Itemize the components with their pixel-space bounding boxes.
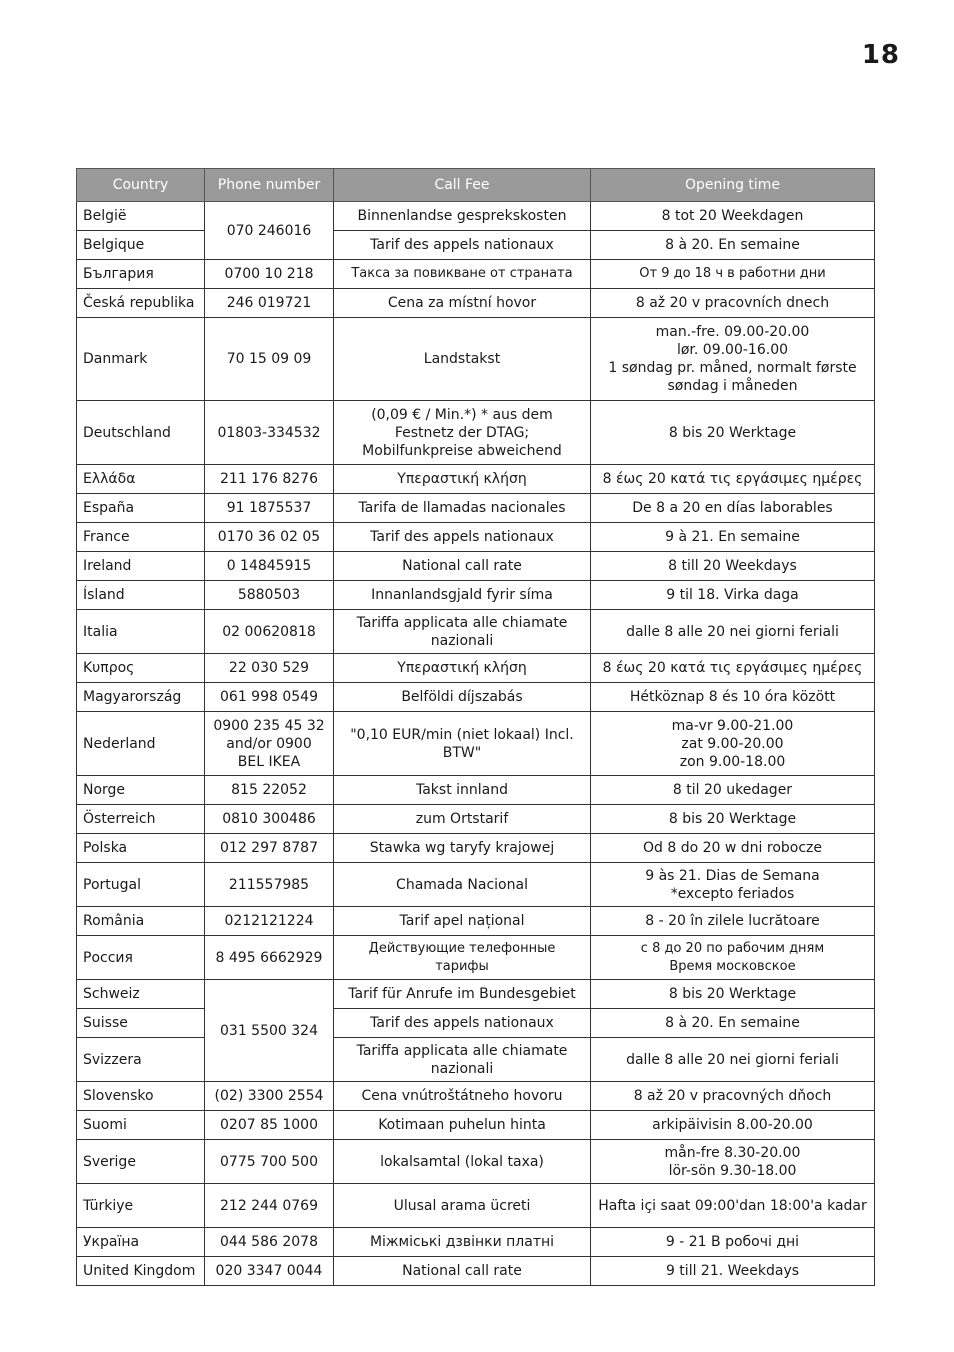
- table-row: [77, 465, 875, 494]
- country-cell: Italia: [77, 610, 205, 654]
- opening-time-line: 8 έως 20 κατά τις εργάσιμες ημέρες: [602, 471, 863, 487]
- table-row: [77, 581, 875, 610]
- opening-time-line: 9 - 21 В робочі дні: [665, 1234, 800, 1250]
- phone-cell: 22 030 529: [205, 654, 334, 683]
- table-body: [77, 202, 875, 1286]
- opening-time-cell: [591, 907, 875, 936]
- table-header-row: [77, 169, 875, 202]
- opening-time-line: mån-fre 8.30-20.00: [664, 1144, 801, 1161]
- call-fee-cell: Tarif des appels nationaux: [334, 231, 591, 260]
- opening-time-line: ma-vr 9.00-21.00: [671, 717, 794, 734]
- call-fee-cell: zum Ortstarif: [334, 805, 591, 834]
- opening-time-cell: [591, 1228, 875, 1257]
- opening-time-line: zon 9.00-18.00: [679, 753, 786, 770]
- opening-time-line: 8 till 20 Weekdays: [668, 558, 797, 574]
- country-cell: België: [77, 202, 205, 231]
- phone-cell: 212 244 0769: [205, 1184, 334, 1228]
- table-row: [77, 1184, 875, 1228]
- call-fee-cell: National call rate: [334, 552, 591, 581]
- phone-cell: 020 3347 0044: [205, 1257, 334, 1286]
- opening-time-line: 8 bis 20 Werktage: [668, 986, 797, 1002]
- opening-time-line: arkipäivisin 8.00-20.00: [652, 1117, 813, 1133]
- opening-time-line: 8 bis 20 Werktage: [668, 424, 797, 441]
- opening-time-line: Время московское: [669, 958, 796, 974]
- phone-cell: 02 00620818: [205, 610, 334, 654]
- opening-time-line: zat 9.00-20.00: [681, 735, 784, 752]
- opening-time-cell: [591, 980, 875, 1009]
- call-fee-cell: Stawka wg taryfy krajowej: [334, 834, 591, 863]
- country-cell: Belgique: [77, 231, 205, 260]
- opening-time-cell: [591, 610, 875, 654]
- opening-time-cell: [591, 581, 875, 610]
- table-row: [77, 1257, 875, 1286]
- phone-cell: (02) 3300 2554: [205, 1082, 334, 1111]
- phone-cell: 70 15 09 09: [205, 318, 334, 401]
- opening-time-line: 1 søndag pr. måned, normalt første: [608, 360, 857, 376]
- country-cell: Schweiz: [77, 980, 205, 1009]
- opening-time-line: 8 bis 20 Werktage: [668, 811, 797, 827]
- country-cell: Suisse: [77, 1009, 205, 1038]
- opening-time-line: *excepto feriados: [670, 885, 795, 902]
- country-cell: United Kingdom: [77, 1257, 205, 1286]
- opening-time-line: 9 à 21. En semaine: [665, 529, 800, 545]
- call-fee-cell: Tariffa applicata alle chiamate nazionali: [334, 610, 591, 654]
- opening-time-cell: [591, 834, 875, 863]
- country-cell: Κυπρος: [77, 654, 205, 683]
- table-row: [77, 494, 875, 523]
- phone-cell: 0207 85 1000: [205, 1111, 334, 1140]
- table-row: [77, 523, 875, 552]
- call-fee-cell: Belföldi díjszabás: [334, 683, 591, 712]
- table-row: [77, 260, 875, 289]
- phone-cell: 8 495 6662929: [205, 936, 334, 980]
- opening-time-line: 9 às 21. Dias de Semana: [645, 867, 820, 884]
- table-row: [77, 401, 875, 465]
- country-cell: Portugal: [77, 863, 205, 907]
- country-cell: Norge: [77, 776, 205, 805]
- country-cell: Україна: [77, 1228, 205, 1257]
- opening-time-line: От 9 до 18 ч в работни дни: [639, 266, 826, 281]
- call-fee-cell: Такса за повикване от страната: [334, 260, 591, 289]
- country-cell: Türkiye: [77, 1184, 205, 1228]
- call-fee-cell: Tarifa de llamadas nacionales: [334, 494, 591, 523]
- call-fee-cell: "0,10 EUR/min (niet lokaal) Incl. BTW": [334, 712, 591, 776]
- phone-cell: 0810 300486: [205, 805, 334, 834]
- call-fee-cell: Takst innland: [334, 776, 591, 805]
- opening-time-line: dalle 8 alle 20 nei giorni feriali: [626, 623, 839, 640]
- table-row: [77, 776, 875, 805]
- phone-cell: 5880503: [205, 581, 334, 610]
- table-row: [77, 1228, 875, 1257]
- opening-time-cell: [591, 552, 875, 581]
- country-cell: España: [77, 494, 205, 523]
- country-cell: Ελλάδα: [77, 465, 205, 494]
- phone-cell: 0212121224: [205, 907, 334, 936]
- country-cell: Polska: [77, 834, 205, 863]
- table-row: [77, 712, 875, 776]
- opening-time-line: 9 til 18. Virka daga: [666, 587, 799, 603]
- opening-time-line: Od 8 do 20 w dni robocze: [642, 840, 822, 856]
- table-row: [77, 834, 875, 863]
- country-cell: Nederland: [77, 712, 205, 776]
- table-row: [77, 683, 875, 712]
- opening-time-line: dalle 8 alle 20 nei giorni feriali: [626, 1051, 839, 1068]
- contact-table: [76, 168, 875, 1286]
- phone-cell: 0170 36 02 05: [205, 523, 334, 552]
- opening-time-line: 8 til 20 ukedager: [672, 782, 793, 798]
- opening-time-cell: [591, 1038, 875, 1082]
- opening-time-cell: [591, 465, 875, 494]
- country-cell: Deutschland: [77, 401, 205, 465]
- opening-time-cell: [591, 231, 875, 260]
- opening-time-cell: [591, 260, 875, 289]
- phone-cell: 0700 10 218: [205, 260, 334, 289]
- table-row: [77, 805, 875, 834]
- table-row: [77, 231, 875, 260]
- opening-time-cell: [591, 863, 875, 907]
- phone-cell: 246 019721: [205, 289, 334, 318]
- phone-cell: 031 5500 324: [205, 980, 334, 1082]
- phone-cell: 0900 235 45 32 and/or 0900 BEL IKEA: [205, 712, 334, 776]
- call-fee-cell: Υπεραστική κλήση: [334, 465, 591, 494]
- call-fee-cell: Chamada Nacional: [334, 863, 591, 907]
- call-fee-cell: Ulusal arama ücreti: [334, 1184, 591, 1228]
- call-fee-cell: National call rate: [334, 1257, 591, 1286]
- phone-cell: 91 1875537: [205, 494, 334, 523]
- opening-time-cell: [591, 712, 875, 776]
- opening-time-cell: [591, 776, 875, 805]
- opening-time-line: lør. 09.00-16.00: [676, 342, 789, 358]
- phone-cell: 211 176 8276: [205, 465, 334, 494]
- country-cell: Česká republika: [77, 289, 205, 318]
- call-fee-cell: Tarif apel național: [334, 907, 591, 936]
- call-fee-cell: Cena za místní hovor: [334, 289, 591, 318]
- table-row: [77, 1082, 875, 1111]
- table-row: [77, 936, 875, 980]
- page-number: 18: [861, 40, 900, 70]
- table-row: [77, 318, 875, 401]
- country-cell: Ísland: [77, 581, 205, 610]
- phone-cell: 012 297 8787: [205, 834, 334, 863]
- phone-cell: 01803-334532: [205, 401, 334, 465]
- call-fee-cell: Binnenlandse gesprekskosten: [334, 202, 591, 231]
- table-row: [77, 552, 875, 581]
- country-cell: България: [77, 260, 205, 289]
- call-fee-cell: Υπεραστική κλήση: [334, 654, 591, 683]
- phone-cell: 0775 700 500: [205, 1140, 334, 1184]
- table-row: [77, 980, 875, 1009]
- call-fee-cell: Действующие телефонные тарифы: [334, 936, 591, 980]
- call-fee-cell: Tarif für Anrufe im Bundesgebiet: [334, 980, 591, 1009]
- table-row: [77, 610, 875, 654]
- call-fee-cell: Міжміські дзвінки платні: [334, 1228, 591, 1257]
- opening-time-line: De 8 a 20 en días laborables: [632, 500, 833, 516]
- opening-time-cell: [591, 202, 875, 231]
- opening-time-line: 8 έως 20 κατά τις εργάσιμες ημέρες: [602, 660, 863, 676]
- opening-time-cell: [591, 318, 875, 401]
- country-cell: Ireland: [77, 552, 205, 581]
- phone-cell: 815 22052: [205, 776, 334, 805]
- table-row: [77, 863, 875, 907]
- opening-time-cell: [591, 1082, 875, 1111]
- opening-time-cell: [591, 523, 875, 552]
- call-fee-cell: Kotimaan puhelun hinta: [334, 1111, 591, 1140]
- country-cell: Österreich: [77, 805, 205, 834]
- table-row: [77, 1111, 875, 1140]
- opening-time-cell: [591, 494, 875, 523]
- opening-time-cell: [591, 1009, 875, 1038]
- country-cell: Suomi: [77, 1111, 205, 1140]
- country-cell: France: [77, 523, 205, 552]
- country-cell: Sverige: [77, 1140, 205, 1184]
- opening-time-cell: [591, 805, 875, 834]
- header-country: Country: [77, 169, 205, 202]
- table-row: [77, 1038, 875, 1082]
- opening-time-line: 8 à 20. En semaine: [665, 1015, 800, 1031]
- table-row: [77, 289, 875, 318]
- country-cell: Россия: [77, 936, 205, 980]
- call-fee-cell: Tarif des appels nationaux: [334, 523, 591, 552]
- country-cell: Slovensko: [77, 1082, 205, 1111]
- country-cell: Danmark: [77, 318, 205, 401]
- phone-cell: 0 14845915: [205, 552, 334, 581]
- table-row: [77, 654, 875, 683]
- table-row: [77, 1009, 875, 1038]
- header-phone-number: Phone number: [205, 169, 334, 202]
- call-fee-cell: lokalsamtal (lokal taxa): [334, 1140, 591, 1184]
- table-row: [77, 1140, 875, 1184]
- opening-time-line: lör-sön 9.30-18.00: [668, 1162, 797, 1179]
- opening-time-cell: [591, 401, 875, 465]
- call-fee-cell: Tarif des appels nationaux: [334, 1009, 591, 1038]
- opening-time-line: Hafta içi saat 09:00'dan 18:00'a kadar: [598, 1197, 867, 1214]
- phone-cell: 211557985: [205, 863, 334, 907]
- opening-time-cell: [591, 289, 875, 318]
- opening-time-cell: [591, 683, 875, 712]
- opening-time-cell: [591, 936, 875, 980]
- opening-time-line: с 8 до 20 по рабочим дням: [640, 940, 825, 956]
- call-fee-cell: Landstakst: [334, 318, 591, 401]
- table-row: [77, 907, 875, 936]
- table-row: [77, 202, 875, 231]
- country-cell: România: [77, 907, 205, 936]
- call-fee-cell: Innanlandsgjald fyrir síma: [334, 581, 591, 610]
- opening-time-cell: [591, 1140, 875, 1184]
- header-call-fee: Call Fee: [334, 169, 591, 202]
- opening-time-line: 8 tot 20 Weekdagen: [661, 208, 804, 224]
- header-opening-time: Opening time: [591, 169, 875, 202]
- phone-cell: 061 998 0549: [205, 683, 334, 712]
- call-fee-cell: (0,09 € / Min.*) * aus dem Festnetz der DTAG; Mobilfunkpreise abweichend: [334, 401, 591, 465]
- opening-time-line: 8 - 20 în zilele lucrătoare: [645, 913, 820, 929]
- phone-cell: 044 586 2078: [205, 1228, 334, 1257]
- opening-time-line: man.-fre. 09.00-20.00: [655, 324, 810, 340]
- opening-time-line: 8 à 20. En semaine: [665, 237, 800, 253]
- phone-cell: 070 246016: [205, 202, 334, 260]
- opening-time-line: 9 till 21. Weekdays: [665, 1263, 800, 1279]
- call-fee-cell: Cena vnútroštátneho hovoru: [334, 1082, 591, 1111]
- opening-time-cell: [591, 654, 875, 683]
- opening-time-cell: [591, 1184, 875, 1228]
- opening-time-line: 8 až 20 v pracovních dnech: [635, 295, 830, 311]
- country-cell: Svizzera: [77, 1038, 205, 1082]
- opening-time-cell: [591, 1257, 875, 1286]
- opening-time-line: Hétköznap 8 és 10 óra között: [629, 689, 836, 705]
- call-fee-cell: Tariffa applicata alle chiamate nazionali: [334, 1038, 591, 1082]
- country-cell: Magyarország: [77, 683, 205, 712]
- opening-time-line: 8 až 20 v pracovných dňoch: [633, 1088, 832, 1104]
- opening-time-cell: [591, 1111, 875, 1140]
- opening-time-line: søndag i måneden: [667, 378, 798, 394]
